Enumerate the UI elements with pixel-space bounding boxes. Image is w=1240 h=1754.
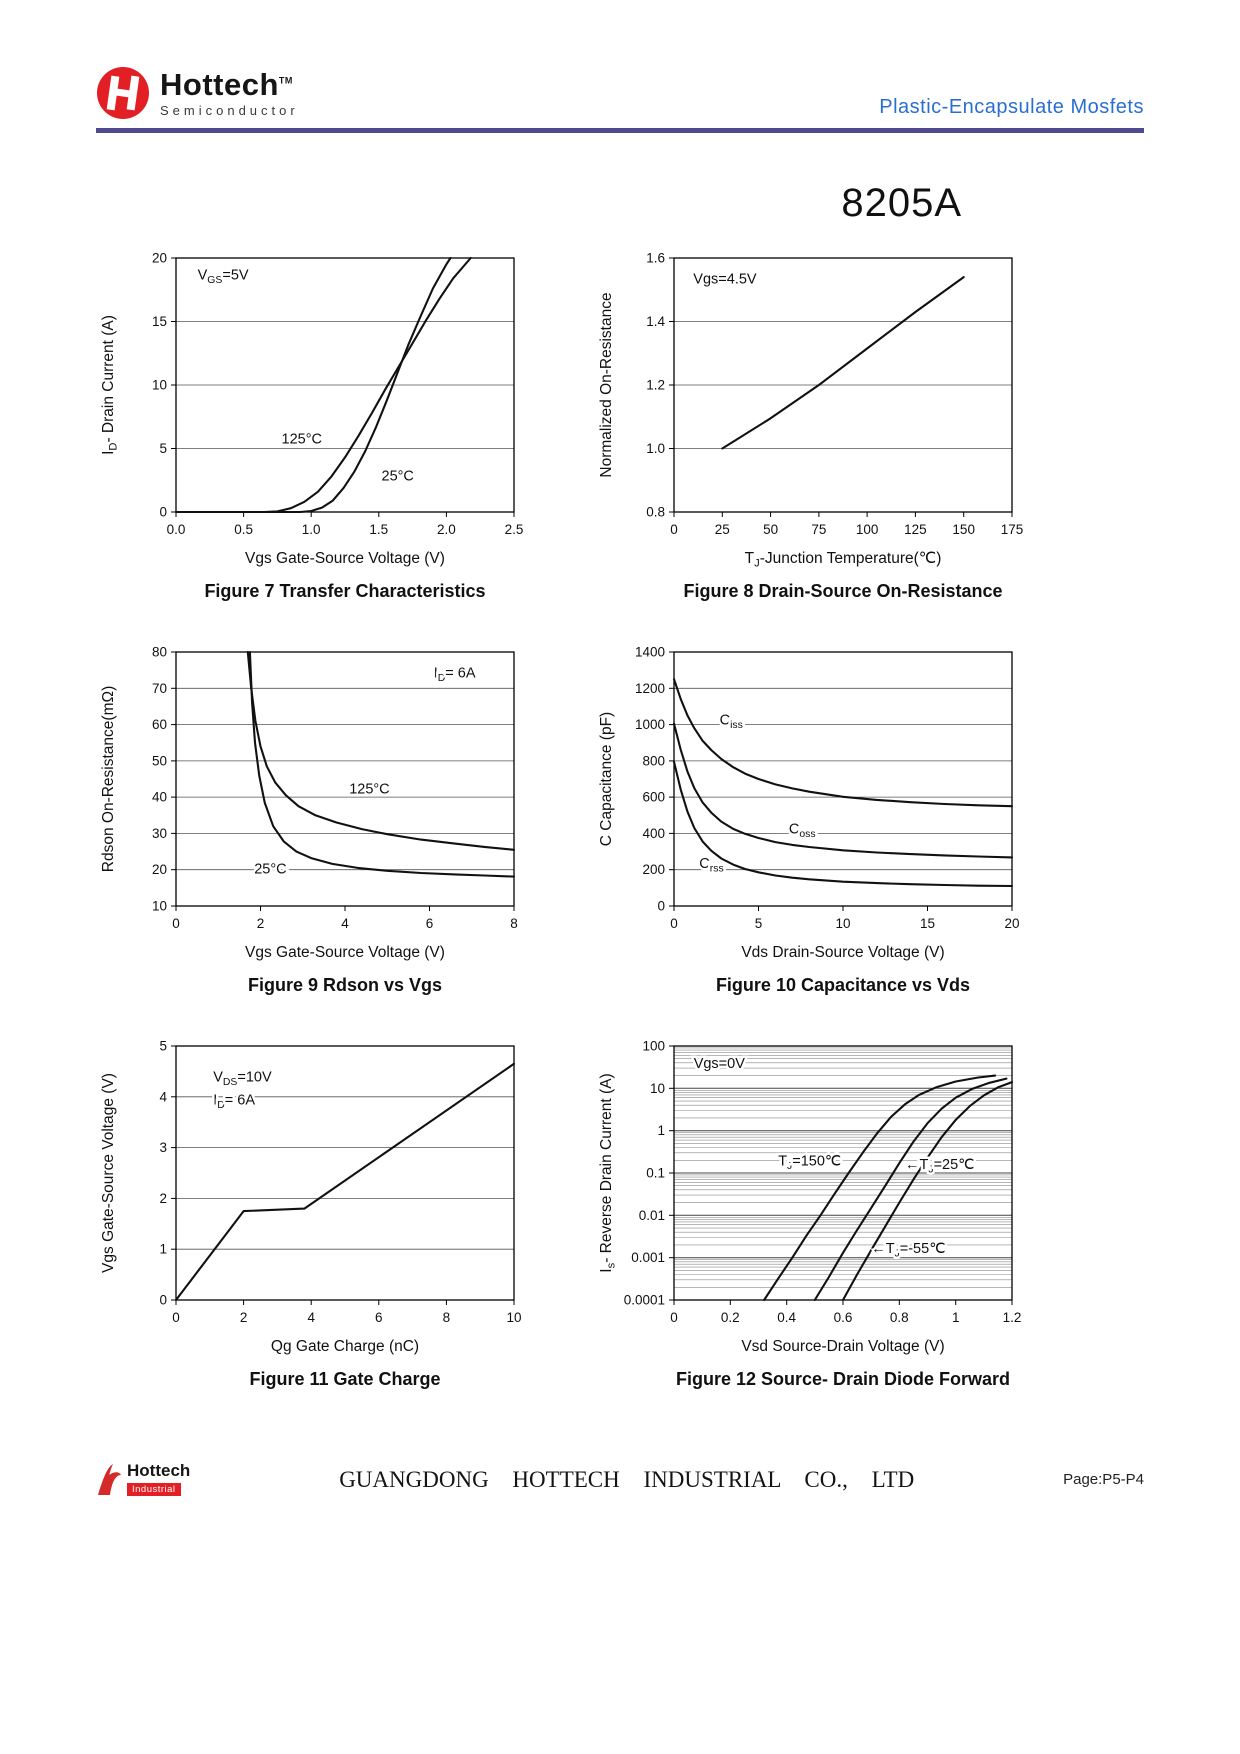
svg-text:Vgs Gate-Source Voltage (V): Vgs Gate-Source Voltage (V) [100,1073,117,1273]
footer-logo-text [127,1462,190,1497]
svg-text:125: 125 [904,522,927,537]
svg-text:2: 2 [256,916,265,931]
svg-text:75: 75 [811,522,827,537]
company-name: GUANGDONG HOTTECH INDUSTRIAL CO., LTD [339,1466,915,1492]
svg-text:ID= 6A: $I_D= 6A$ [213,1092,256,1111]
svg-text:Vsd Source-Drain Voltage (V): Vsd Source-Drain Voltage (V) [741,1338,945,1355]
part-number: 8205A [841,181,962,225]
svg-text:Normalized On-Resistance: Normalized On-Resistance [598,292,615,478]
svg-text:10: 10 [506,1310,522,1325]
svg-text:1.4: 1.4 [646,314,665,329]
svg-text:0.5: 0.5 [234,522,253,537]
svg-text:70: 70 [151,680,167,696]
svg-text:4: 4 [159,1089,167,1105]
svg-text:1: 1 [159,1241,167,1257]
figure-12-caption: Figure 12 Source- Drain Diode Forward [675,1369,1011,1389]
figure-9-caption: Figure 9 Rdson vs Vgs [247,975,443,995]
figure-12 [594,1030,1034,1390]
svg-text:0.8: 0.8 [646,504,665,520]
svg-text:8: 8 [510,916,518,931]
svg-text:2.5: 2.5 [504,522,524,537]
header-rule [96,128,1144,133]
svg-text:1.2: 1.2 [1002,1310,1022,1325]
svg-text:Rdson On-Resistance(mΩ): Rdson On-Resistance(mΩ) [100,685,117,873]
svg-text:Vgs=0V: Vgs=0V [693,1056,745,1073]
svg-text:30: 30 [151,825,167,841]
figure-10-chart [594,636,1034,966]
charts-grid [96,242,1144,1390]
svg-text:Is- Reverse Drain Current (A): $I_s-$ Reverse Drain Current (A) [598,1073,618,1273]
svg-text:0: 0 [159,504,167,520]
svg-text:TJ-Junction Temperature(℃): $T_J$-Junction Temperature(℃) [744,550,942,570]
figure-10 [594,636,1034,996]
svg-text:Crss: $C_{rss}$ [699,855,724,875]
svg-text:125°C: 125°C [349,781,390,798]
svg-text:125°C: 125°C [281,431,322,448]
svg-text:20: 20 [1004,916,1020,931]
footer-brand-subtitle: Industrial [127,1483,181,1496]
svg-text:Vgs=4.5V: Vgs=4.5V [693,271,757,288]
logo-text [160,66,299,118]
svg-text:150: 150 [952,522,975,537]
hottech-logo [96,66,299,120]
svg-text:0.8: 0.8 [889,1310,909,1325]
svg-text:2: 2 [159,1190,167,1206]
svg-text:←TJ=25℃: $\leftarrow T_J=25℃$ [905,1156,975,1176]
figure-11-chart [96,1030,536,1360]
svg-text:ID= 6A: $I_D= 6A$ [433,665,476,684]
svg-text:2.0: 2.0 [437,522,456,537]
svg-text:0.0001: 0.0001 [623,1292,665,1308]
svg-text:0: 0 [172,1310,180,1325]
svg-text:1200: 1200 [634,680,665,696]
svg-text:25: 25 [714,522,730,537]
svg-text:6: 6 [425,916,434,931]
svg-text:2: 2 [239,1310,248,1325]
svg-text:3: 3 [159,1140,167,1156]
svg-text:6: 6 [375,1310,383,1325]
svg-text:C Capacitance (pF): C Capacitance (pF) [598,711,615,847]
figure-10-caption: Figure 10 Capacitance vs Vds [715,975,971,995]
svg-text:Vgs Gate-Source Voltage (V): Vgs Gate-Source Voltage (V) [245,550,445,567]
svg-text:0: 0 [670,522,678,537]
svg-text:0.4: 0.4 [777,1310,797,1325]
svg-text:Vds Drain-Source Voltage (V): Vds Drain-Source Voltage (V) [741,944,945,961]
svg-text:10: 10 [649,1080,665,1096]
svg-text:5: 5 [159,1038,167,1054]
svg-text:20: 20 [151,250,167,266]
svg-text:1400: 1400 [634,644,665,660]
svg-text:25°C: 25°C [254,861,287,878]
hottech-logo-icon [96,66,150,120]
svg-text:60: 60 [151,717,167,733]
svg-text:40: 40 [151,789,167,805]
figure-9 [96,636,536,996]
svg-text:200: 200 [642,862,665,878]
svg-text:Ciss: $C_{iss}$ [719,712,743,732]
svg-text:50: 50 [763,522,779,537]
svg-text:VGS=5V: $V_{GS}=5V$ [197,267,249,287]
svg-text:15: 15 [919,916,936,931]
svg-text:ID- Drain Current (A): $I_D-$ Drain Current (A) [100,315,120,455]
svg-text:0.6: 0.6 [833,1310,853,1325]
svg-text:5: 5 [159,441,167,456]
svg-text:VDS=10V: $V_{DS}=10V$ [213,1069,272,1089]
svg-text:0: 0 [670,1310,678,1325]
svg-text:8: 8 [442,1310,451,1325]
page-header [96,66,1144,120]
figure-11-caption: Figure 11 Gate Charge [249,1369,441,1389]
svg-text:50: 50 [151,753,167,769]
page-number: Page:P5-P4 [1063,1471,1144,1488]
svg-text:1000: 1000 [634,717,665,733]
figure-7-caption: Figure 7 Transfer Characteristics [204,581,486,601]
svg-text:1: 1 [657,1123,665,1139]
svg-text:100: 100 [642,1038,665,1054]
brand-name: Hottech [160,66,279,102]
svg-text:Coss: $C_{oss}$ [788,821,816,840]
svg-text:400: 400 [642,825,665,841]
svg-text:1.0: 1.0 [646,441,665,456]
svg-text:10: 10 [151,377,167,393]
svg-text:80: 80 [151,644,167,660]
svg-text:1: 1 [951,1310,960,1325]
brand-tm: TM [278,75,293,86]
figure-8-caption: Figure 8 Drain-Source On-Resistance [683,581,1003,601]
svg-text:100: 100 [855,522,879,537]
doc-title: Plastic-Encapsulate Mosfets [879,96,1144,118]
figure-9-chart [96,636,536,966]
svg-text:0.1: 0.1 [646,1165,665,1181]
svg-text:0.2: 0.2 [720,1310,740,1325]
svg-text:0: 0 [657,898,665,914]
svg-text:0.01: 0.01 [638,1207,665,1223]
footer-brand-name: Hottech [127,1461,191,1480]
svg-text:0: 0 [670,916,678,931]
svg-text:4: 4 [341,916,349,931]
svg-text:1.2: 1.2 [646,377,665,393]
svg-text:25°C: 25°C [381,468,414,485]
svg-text:1.5: 1.5 [369,522,389,537]
svg-text:←TJ=-55℃: $\leftarrow T_J=-55℃$ [871,1240,946,1260]
page-footer [96,1462,1144,1497]
svg-text:5: 5 [754,916,763,931]
svg-text:15: 15 [151,314,167,329]
figure-11 [96,1030,536,1390]
figure-8 [594,242,1034,602]
svg-text:600: 600 [642,789,665,805]
svg-text:Vgs Gate-Source Voltage (V): Vgs Gate-Source Voltage (V) [245,944,445,961]
figure-7 [96,242,536,602]
footer-logo [96,1462,190,1497]
svg-text:1.0: 1.0 [301,522,321,537]
svg-text:0: 0 [159,1292,167,1308]
svg-text:20: 20 [151,862,167,878]
figure-7-chart [96,242,536,572]
svg-text:800: 800 [642,753,665,769]
svg-text:0.0: 0.0 [166,522,186,537]
brand-subtitle: Semiconductor [160,102,299,118]
svg-text:0.001: 0.001 [631,1250,665,1266]
svg-text:0: 0 [172,916,180,931]
svg-text:Qg Gate Charge (nC): Qg Gate Charge (nC) [270,1338,420,1355]
svg-text:10: 10 [151,898,167,914]
figure-8-chart [594,242,1034,572]
svg-text:175: 175 [1000,522,1024,537]
svg-text:1.6: 1.6 [646,250,665,266]
svg-text:10: 10 [835,916,851,931]
svg-text:TJ=150℃: $T_J=150℃$ [778,1153,842,1172]
footer-logo-icon [96,1463,122,1497]
svg-text:4: 4 [307,1310,315,1325]
figure-12-chart [594,1030,1034,1360]
